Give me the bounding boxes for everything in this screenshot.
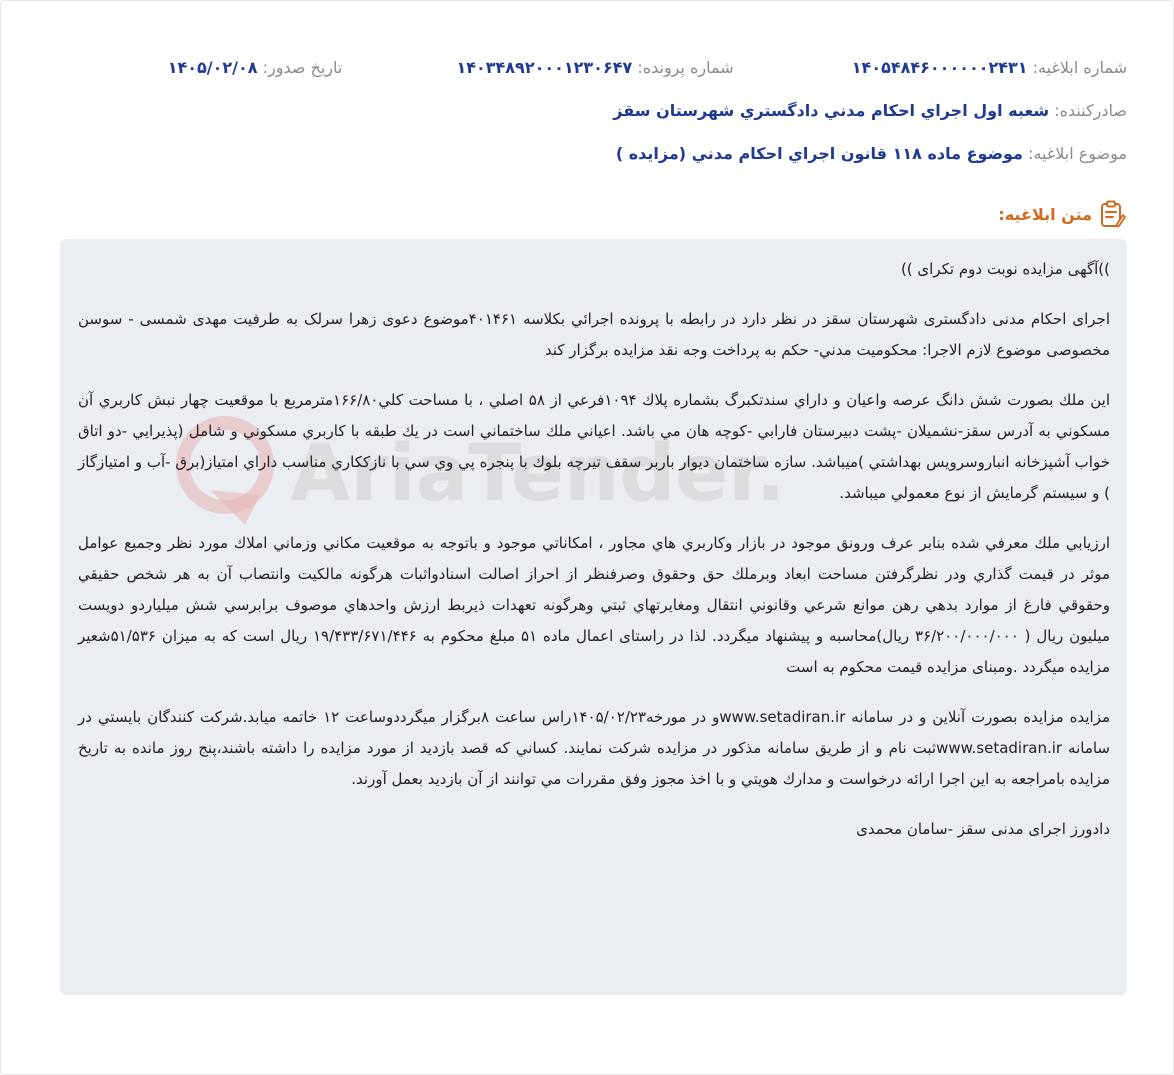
issue-date-field [168,58,343,77]
paragraph-property: این ملك بصورت شش دانگ عرصه واعيان و داراي سندتکبرگ بشماره پلاك ۱۰۹۴فرعي از ۵۸ اصلي ، با مساحت کلي۱۶۶/۸۰مترمربع با موقعيت چهار نبش کاربري آن مسکوني به آدرس سقز-نشمیلان -پشت دبیرستان فارابي -کوچه هان مي باشد. اعياني ملك ساختماني است در يك طبقه با کاربري مسکوني و شامل (پذيرايي -دو اتاق خواب آشپزخانه انباروسرويس بهداشتي )ميباشد. سازه ساختمان ديوار باربر سقف تيرچه بلوك با پنجره پي وي سي با نازککاري مناسب داراي امتياز(برق -آب و امتيازگاز ) و سيستم گرمايش از نوع معمولي ميباشد. [78,391,1110,502]
issuer-label: صادرکننده: [1054,101,1127,120]
paragraph-heading: ))آگهی مزایده نوبت دوم تکرای )) [900,260,1110,278]
notice-number-value: ۱۴۰۵۴۸۴۶۰۰۰۰۰۰۲۴۳۱ [851,58,1028,77]
case-number-value: ۱۴۰۳۴۸۹۲۰۰۰۱۲۳۰۶۴۷ [456,58,633,77]
meta-row-issuer [613,101,1127,120]
meta-row-numbers [168,58,1127,77]
paragraph-intro: اجرای احکام مدنی دادگستری شهرستان سقز در نظر دارد در رابطه با پرونده اجرائي بکلاسه ۴۰۱۴۶۱موضوع دعوی زهرا سرلک به طرفیت مهدی شمسی - سوسن مخصوصی موضوع لازم الاجرا: محکوميت مدني- حکم به پرداخت وجه نقد مزایده برگزار کند [78,310,1111,359]
notice-body [78,254,1110,864]
case-number-label: شماره پرونده: [637,58,734,77]
watermark-text: AriaTender. [290,429,786,519]
issuer-value: شعبه اول اجراي احکام مدني دادگستري شهرستان سقز [613,101,1050,120]
document-list-icon [1100,200,1126,228]
notice-number-label: شماره ابلاغيه: [1032,58,1127,77]
issue-date-label: تاريخ صدور: [262,58,343,77]
issue-date-value: ۱۴۰۵/۰۲/۰۸ [167,58,258,77]
meta-row-subject [616,144,1127,163]
paragraph-signature: دادورز اجرای مدنی سقز -سامان محمدی [856,820,1110,838]
subject-label: موضوع ابلاغيه: [1028,144,1127,163]
notice-text-heading [998,200,1126,228]
paragraph-valuation: ارزيابي ملك معرفي شده بنابر عرف ورونق موجود در بازار وکاربري هاي مجاور ، امکاناتي موجود و باتوجه به موقعيت مکاني وزماني املاك مورد نظر وجميع عوامل موثر در قيمت گذاري ودر نظرگرفتن مساحت ابعاد وبرملك حق وحقوق وصرفنظر از احراز اصالت اسنادواثبات هرگونه مالکيت وانتصاب آن به هر شخص حقيقي وحقوقي فارغ از موارد بدهي رهن موانع شرعي وقانوني انتقال ومغايرتهاي ثبتي وهرگونه تعهدات ذيربط ارزش واحدهاي موصوف برابرسي شش ميلياردو دويست ميليون ريال ( ۳۶/۲۰۰/۰۰۰/۰۰۰ ريال)محاسبه و پيشنهاد ميگردد. لذا در راستای اعمال ماده ۵۱ مبلغ محکوم به ۱۹/۴۳۳/۶۷۱/۴۴۶ ریال است که به میزان ۵۱/۵۳۶شعیر مزایده میگردد .ومبنای مزایده قیمت محکوم به است [78,534,1110,676]
notice-text-title: متن ابلاغيه: [998,204,1092,224]
subject-value: موضوع ماده ۱۱۸ قانون اجراي احکام مدني (مزايده ) [615,144,1023,163]
paragraph-auction-details: مزایده مزایده بصورت آنلاین و در سامانه www.setadiran.irو در مورخه۱۴۰۵/۰۲/۲۳راس ساعت ۸برگزار میگرددوساعت ۱۲ خاتمه میابد.شرکت کنندگان بايستي در سامانه www.setadiran.irثبت نام و از طريق سامانه مذکور در مزايده شرکت نمايند. کساني که قصد بازديد از مورد مزايده را داشته باشند،پنج روز مانده به تاريخ مزايده بامراجعه به اين اجرا ارائه درخواست و مدارك هويتي و با اخذ مجوز وفق مقررات مي توانند از آن بازديد بعمل آورند. [78,708,1111,788]
notice-number-field [847,58,1127,77]
case-number-field [451,58,733,77]
